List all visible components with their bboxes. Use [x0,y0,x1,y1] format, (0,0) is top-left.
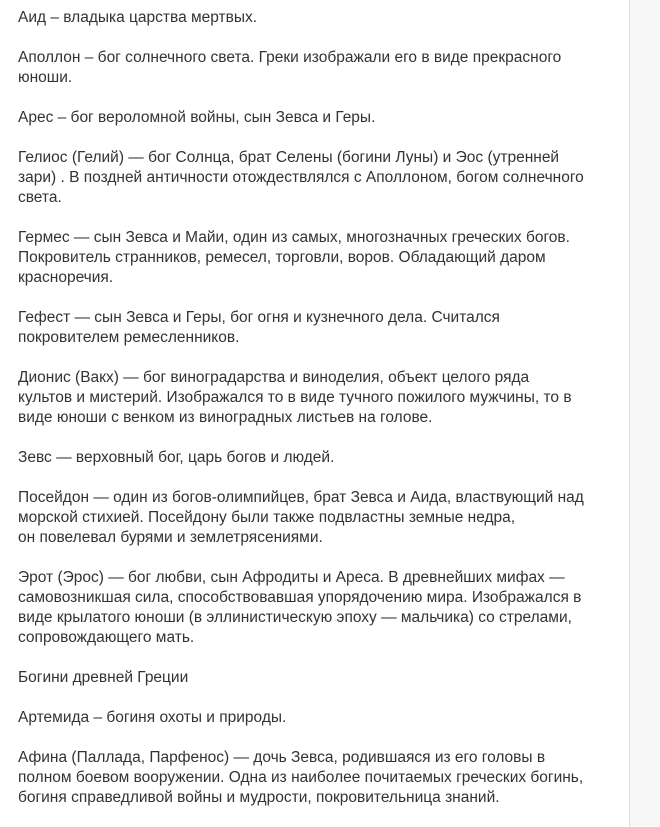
paragraph-apollo: Аполлон – бог солнечного света. Греки изображали его в виде прекрасного юноши. [18,49,562,86]
article-body [18,8,618,827]
paragraph-dionysus: Дионис (Вакх) — бог виноградарства и виноделия, объект целого ряда культов и мистерий. Изображался то в виде тучного пожилого мужчины, то в виде юноши с венком из виноградных листьев на голове. [18,369,572,426]
paragraph-zeus: Зевс — верховный бог, царь богов и людей. [18,449,335,466]
paragraph-helios: Гелиос (Гелий) — бог Солнца, брат Селены (богини Луны) и Эос (утренней зари) . В поздней античности отождествлялся с Аполлоном, богом солнечного света. [18,149,584,206]
paragraph-eros: Эрот (Эрос) — бог любви, сын Афродиты и Ареса. В древнейших мифах — самовозникшая сила, способствовавшая упорядочению мира. Изображался в виде крылатого юноши (в эллинистическую эпоху — мальчика) со стрелами, сопровождающего мать. [18,569,582,646]
right-gutter [630,0,660,827]
paragraph-artemis: Артемида – богиня охоты и природы. [18,709,287,726]
paragraph-ares: Арес – бог вероломной войны, сын Зевса и Геры. [18,109,376,126]
section-heading-goddesses: Богини древней Греции [18,669,189,686]
paragraph-hephaestus: Гефест — сын Зевса и Геры, бог огня и кузнечного дела. Считался покровителем ремесленников. [18,309,500,346]
paragraph-hermes: Гермес — сын Зевса и Майи, один из самых, многозначных греческих богов. Покровитель странников, ремесел, торговли, воров. Обладающий даром красноречия. [18,229,570,286]
paragraph-poseidon: Посейдон — один из богов-олимпийцев, брат Зевса и Аида, властвующий над морской стихией. Посейдону были также подвластны земные недра, он повелевал бурями и землетрясениями. [18,489,584,546]
paragraph-hades: Аид – владыка царства мертвых. [18,9,258,26]
paragraph-athena: Афина (Паллада, Парфенос) — дочь Зевса, родившаяся из его головы в полном боевом вооружении. Одна из наиболее почитаемых греческих богинь, богиня справедливой войны и мудрости, покровительница знаний. [18,749,584,806]
